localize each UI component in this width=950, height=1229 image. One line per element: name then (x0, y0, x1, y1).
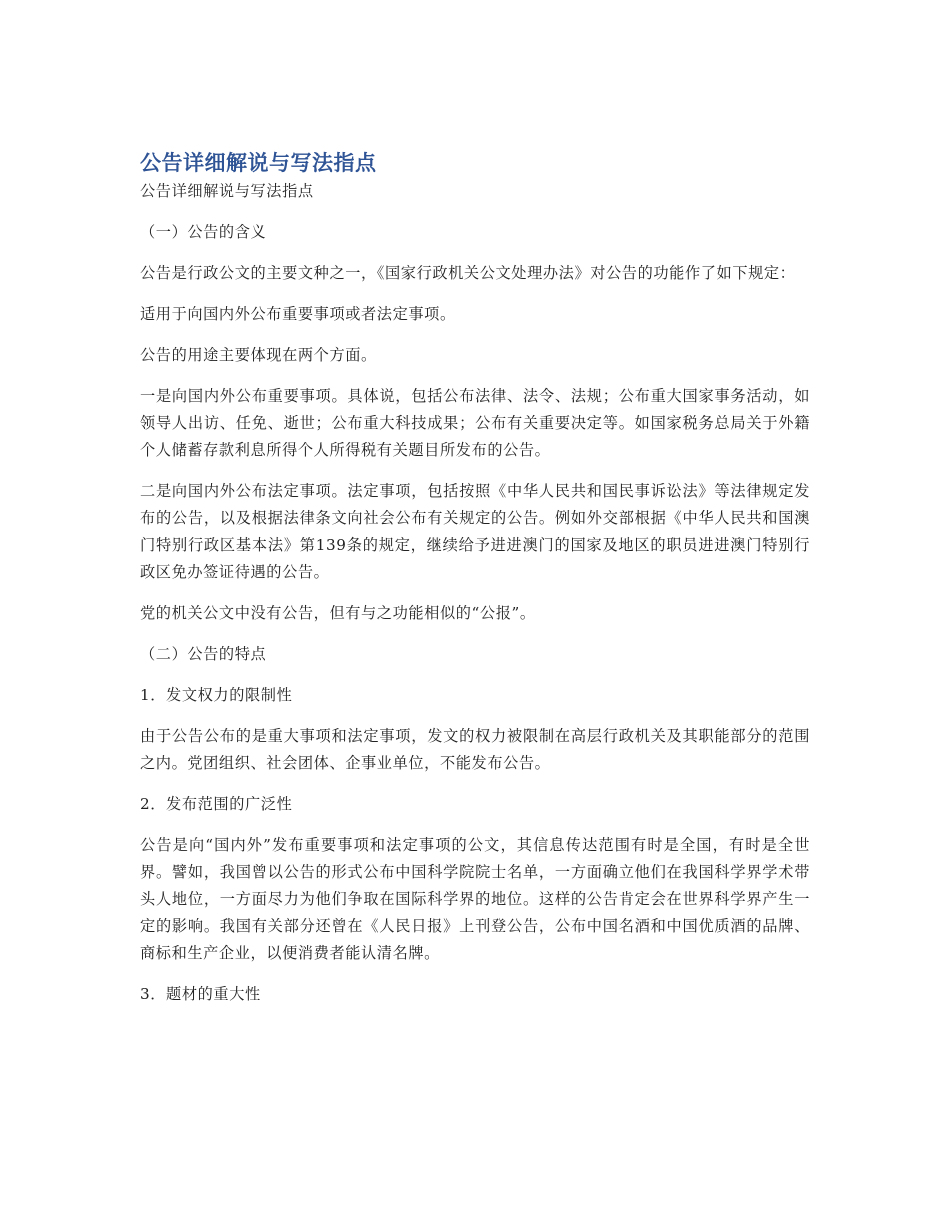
paragraph: 适用于向国内外公布重要事项或者法定事项。 (140, 305, 456, 323)
paragraph: 由于公告公布的是重大事项和法定事项，发文的权力被限制在高层行政机关及其职能部分的范围之内。党团组织、社会团体、企事业单位，不能发布公告。 (140, 727, 810, 772)
document-title: 公告详细解说与写法指点 (140, 151, 377, 175)
paragraph: 二是向国内外公布法定事项。法定事项，包括按照《中华人民共和国民事诉讼法》等法律规定发布的公告，以及根据法律条文向社会公布有关规定的公告。例如外交部根据《中华人民共和国澳门特别行政区基本法》第139条的规定，继续给予进进澳门的国家及地区的职员进进澳门特别行政区免办签证待遇的公告。 (140, 482, 810, 581)
section-heading-meaning: （一）公告的含义 (140, 223, 267, 241)
paragraph: 公告的用途主要体现在两个方面。 (140, 346, 377, 364)
list-heading-2: 2．发布范围的广泛性 (140, 795, 293, 813)
paragraph: 公告是行政公文的主要文种之一，《国家行政机关公文处理办法》对公告的功能作了如下规定： (140, 264, 796, 282)
list-heading-3: 3．题材的重大性 (140, 985, 261, 1003)
paragraph-subtitle: 公告详细解说与写法指点 (140, 182, 314, 200)
section-heading-features: （二）公告的特点 (140, 645, 267, 663)
document-page (140, 148, 810, 1022)
paragraph: 公告是向“国内外”发布重要事项和法定事项的公文，其信息传达范围有时是全国，有时是全世界。譬如，我国曾以公告的形式公布中国科学院院士名单，一方面确立他们在我国科学界学术带头人地位，一方面尽力为他们争取在国际科学界的地位。这样的公告肯定会在世界科学界产生一定的影响。我国有关部分还曾在《人民日报》上刊登公告，公布中国名酒和中国优质酒的品牌、商标和生产企业，以便消费者能认清名牌。 (140, 836, 810, 962)
list-heading-1: 1．发文权力的限制性 (140, 686, 293, 704)
paragraph: 党的机关公文中没有公告，但有与之功能相似的“公报”。 (140, 604, 536, 622)
paragraph: 一是向国内外公布重要事项。具体说，包括公布法律、法令、法规；公布重大国家事务活动，如领导人出访、任免、逝世；公布重大科技成果；公布有关重要决定等。如国家税务总局关于外籍个人储蓄存款利息所得个人所得税有关题目所发布的公告。 (140, 387, 810, 459)
